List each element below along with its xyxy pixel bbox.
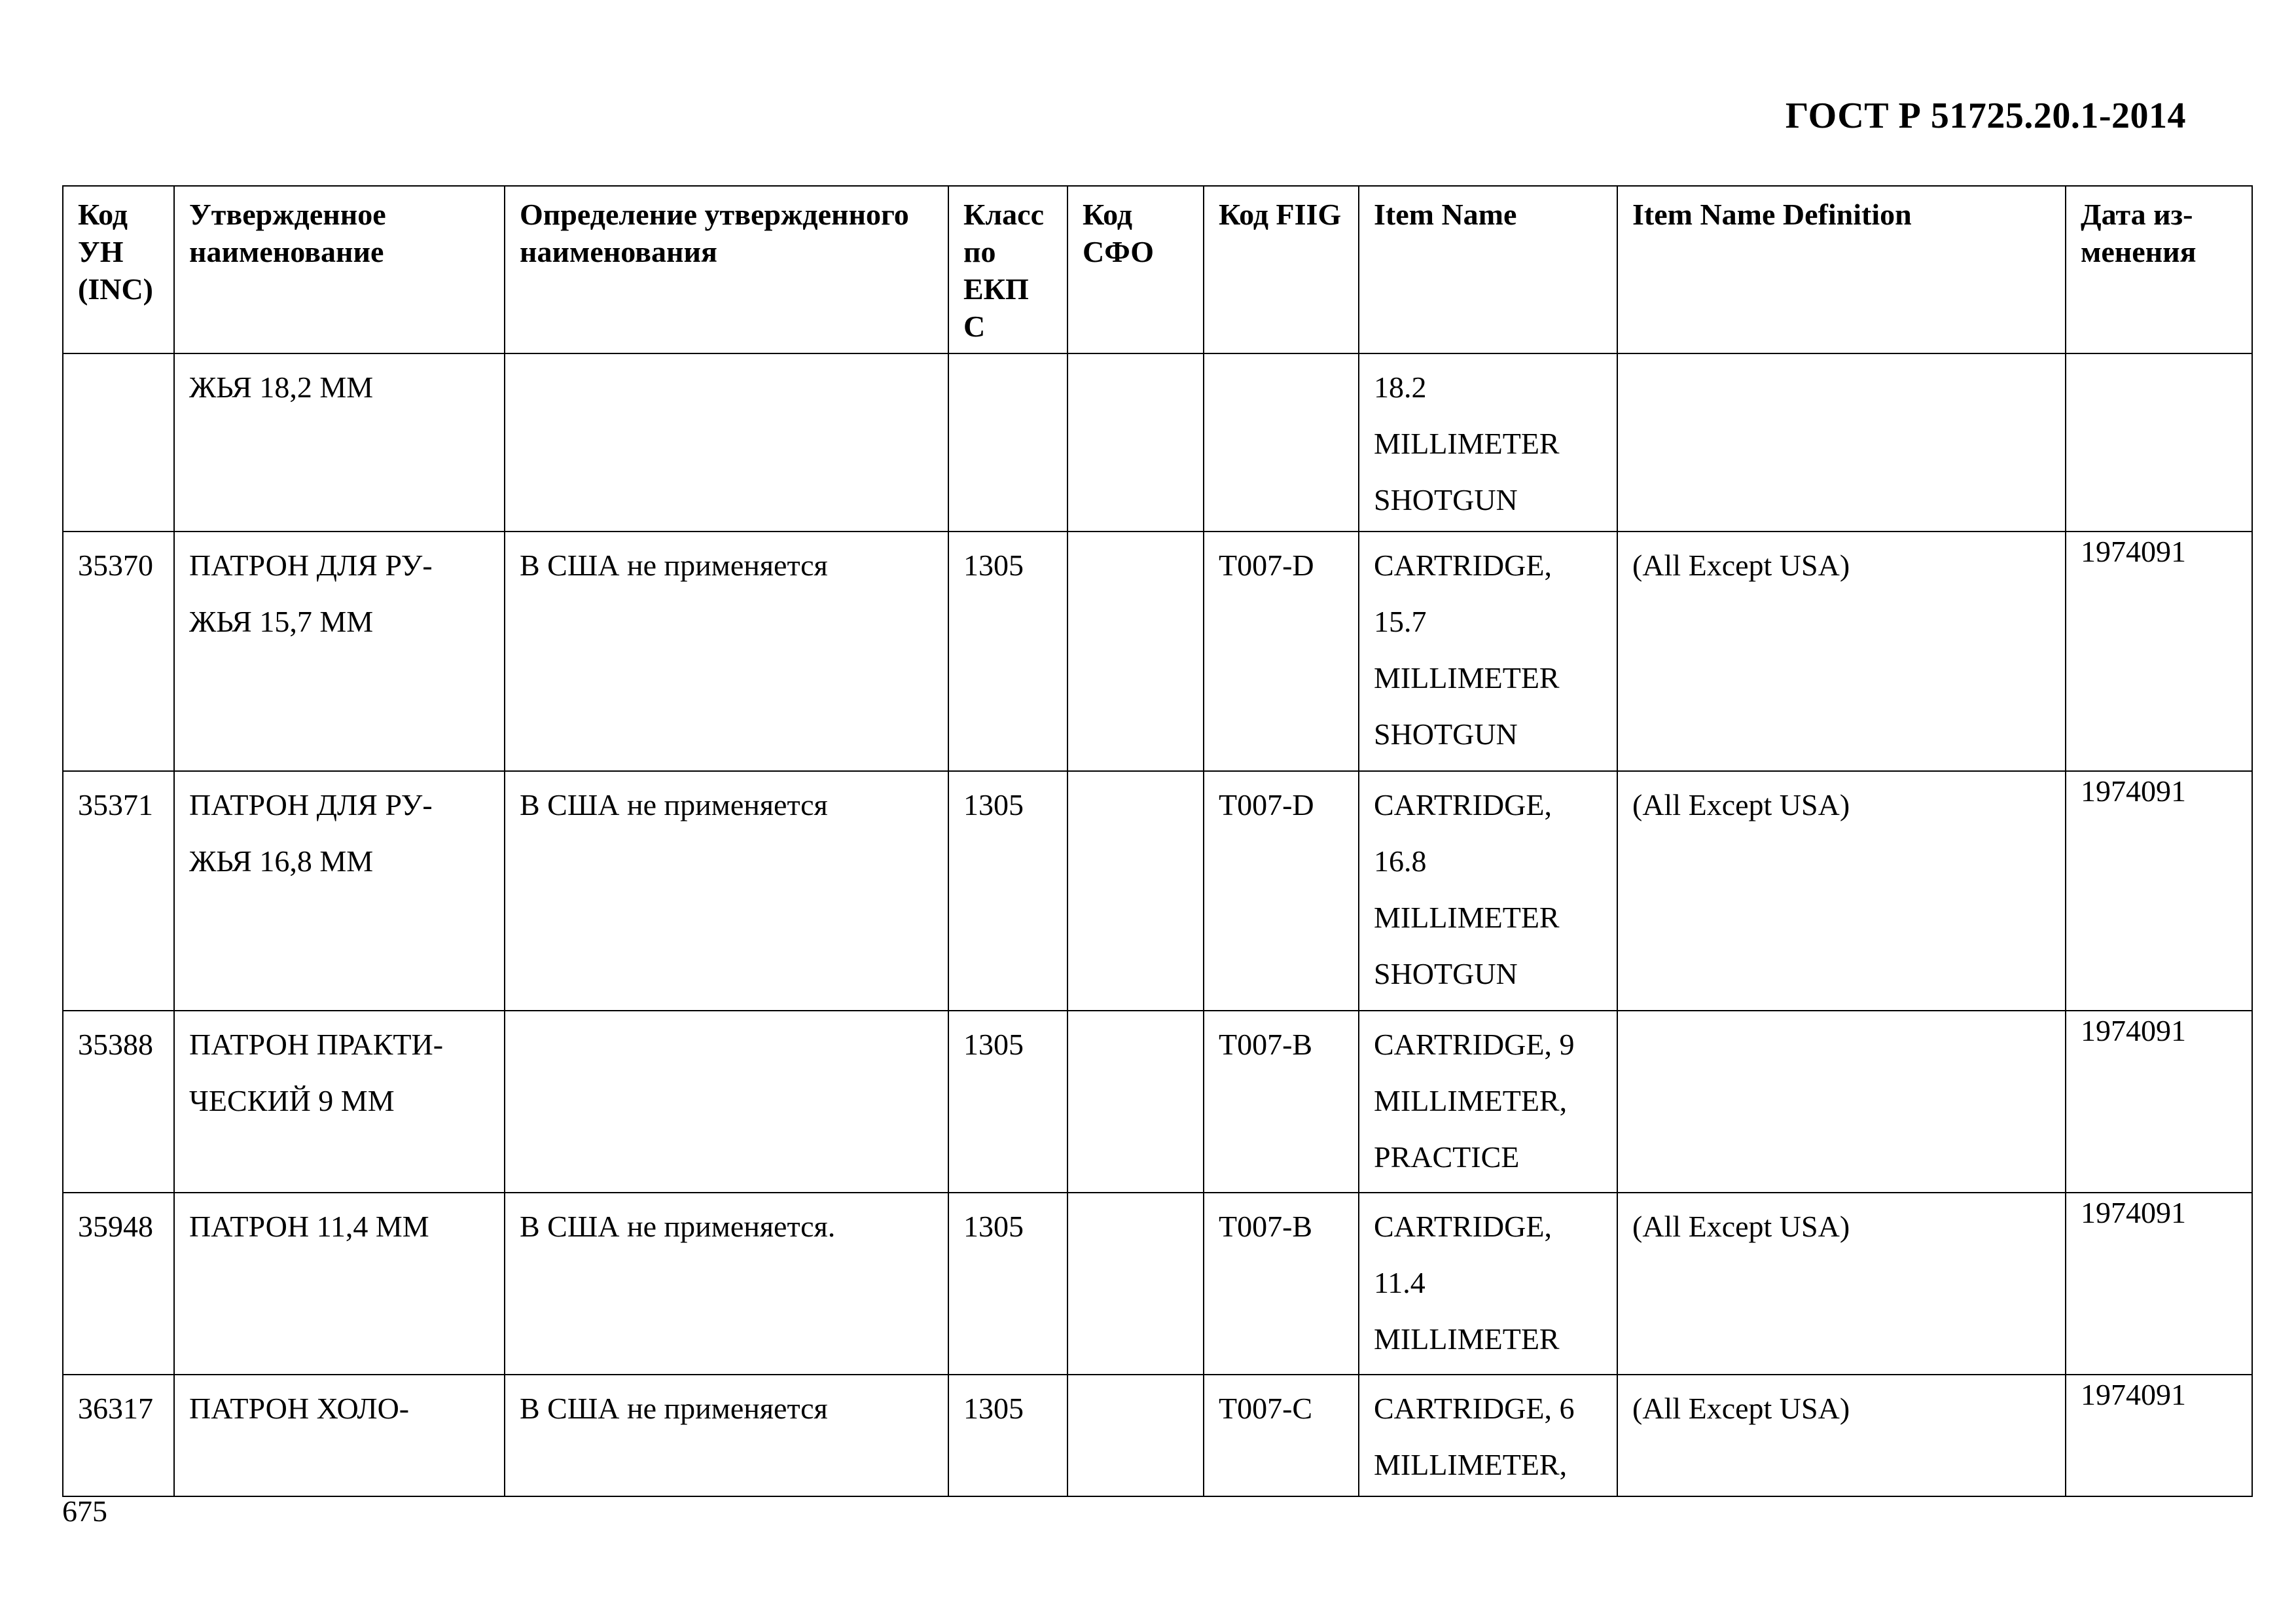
cell-text: ПАТРОН ДЛЯ РУ- ЖЬЯ 15,7 ММ bbox=[189, 549, 433, 638]
column-header-label: Утвержденное наименование bbox=[189, 198, 386, 268]
cell-approved-name bbox=[174, 532, 505, 771]
cell-text: 1974091 bbox=[2081, 1196, 2186, 1229]
cell-fiig-code bbox=[1204, 1193, 1359, 1375]
cell-item-name-definition bbox=[1617, 532, 2066, 771]
cell-item-name-definition bbox=[1617, 353, 2066, 532]
column-header-item-name-definition bbox=[1617, 186, 2066, 353]
cell-fiig-code bbox=[1204, 771, 1359, 1011]
cell-change-date bbox=[2066, 1375, 2252, 1496]
cell-text: CARTRIDGE, 16.8 MILLIMETER SHOTGUN bbox=[1374, 788, 1560, 990]
cell-name-definition bbox=[505, 353, 948, 532]
cell-text: 35388 bbox=[78, 1028, 153, 1061]
cell-text: (All Except USA) bbox=[1632, 1392, 1850, 1425]
column-header-label: Дата из- менения bbox=[2081, 198, 2197, 268]
cell-text: 1305 bbox=[963, 1210, 1024, 1243]
cell-approved-name bbox=[174, 771, 505, 1011]
cell-text: В США не применяется bbox=[520, 1392, 828, 1425]
cell-fiig-code bbox=[1204, 1011, 1359, 1193]
cell-name-definition bbox=[505, 771, 948, 1011]
cell-sfo-code bbox=[1067, 1193, 1204, 1375]
column-header-label: Класс по ЕКП С bbox=[963, 198, 1044, 343]
document-header-title: ГОСТ Р 51725.20.1-2014 bbox=[1785, 96, 2186, 136]
cell-inc-code bbox=[63, 771, 174, 1011]
cell-name-definition bbox=[505, 1011, 948, 1193]
page-number: 675 bbox=[62, 1494, 107, 1528]
column-header-sfo-code bbox=[1067, 186, 1204, 353]
cell-text: (All Except USA) bbox=[1632, 549, 1850, 582]
column-header-ekps-class bbox=[948, 186, 1067, 353]
column-header-label: Код СФО bbox=[1083, 198, 1155, 268]
cell-sfo-code bbox=[1067, 1011, 1204, 1193]
cell-text: ПАТРОН ДЛЯ РУ- ЖЬЯ 16,8 ММ bbox=[189, 788, 433, 878]
cell-sfo-code bbox=[1067, 532, 1204, 771]
cell-change-date bbox=[2066, 1193, 2252, 1375]
cell-item-name bbox=[1359, 1375, 1617, 1496]
column-header-change-date bbox=[2066, 186, 2252, 353]
cell-name-definition bbox=[505, 1193, 948, 1375]
column-header-label: Item Name Definition bbox=[1632, 198, 1912, 231]
cell-item-name bbox=[1359, 1011, 1617, 1193]
cell-approved-name bbox=[174, 353, 505, 532]
cell-fiig-code bbox=[1204, 353, 1359, 532]
column-header-item-name bbox=[1359, 186, 1617, 353]
cell-fiig-code bbox=[1204, 1375, 1359, 1496]
table-row bbox=[63, 1011, 2252, 1193]
cell-text: ПАТРОН ХОЛО- bbox=[189, 1392, 410, 1425]
cell-text: 36317 bbox=[78, 1392, 153, 1425]
cell-inc-code bbox=[63, 353, 174, 532]
cell-ekps-class bbox=[948, 532, 1067, 771]
cell-text: 35370 bbox=[78, 549, 153, 582]
column-header-label: Код УН (INC) bbox=[78, 198, 153, 306]
cell-text: CARTRIDGE, 15.7 MILLIMETER SHOTGUN bbox=[1374, 549, 1560, 751]
cell-text: T007-B bbox=[1219, 1028, 1313, 1061]
cell-text: ЖЬЯ 18,2 ММ bbox=[189, 370, 374, 404]
column-header-name-definition bbox=[505, 186, 948, 353]
cell-change-date bbox=[2066, 353, 2252, 532]
cell-inc-code bbox=[63, 1011, 174, 1193]
column-header-inc-code bbox=[63, 186, 174, 353]
cell-text: 1305 bbox=[963, 1392, 1024, 1425]
table-row bbox=[63, 532, 2252, 771]
cell-change-date bbox=[2066, 771, 2252, 1011]
cell-text: В США не применяется bbox=[520, 788, 828, 821]
cell-text: 35948 bbox=[78, 1210, 153, 1243]
column-header-label: Item Name bbox=[1374, 198, 1517, 231]
cell-name-definition bbox=[505, 532, 948, 771]
cell-item-name-definition bbox=[1617, 1375, 2066, 1496]
cell-item-name-definition bbox=[1617, 1011, 2066, 1193]
table-header-row bbox=[63, 186, 2252, 353]
cell-text: ПАТРОН 11,4 ММ bbox=[189, 1210, 429, 1243]
cell-approved-name bbox=[174, 1193, 505, 1375]
cell-approved-name bbox=[174, 1375, 505, 1496]
cell-text: CARTRIDGE, 11.4 MILLIMETER bbox=[1374, 1210, 1560, 1356]
codes-table bbox=[62, 185, 2253, 1497]
column-header-label: Определение утвержденного наименования bbox=[520, 198, 909, 268]
cell-text: CARTRIDGE, 6 MILLIMETER, bbox=[1374, 1392, 1575, 1481]
cell-ekps-class bbox=[948, 1375, 1067, 1496]
cell-ekps-class bbox=[948, 1011, 1067, 1193]
cell-inc-code bbox=[63, 1193, 174, 1375]
column-header-fiig-code bbox=[1204, 186, 1359, 353]
cell-text: 1305 bbox=[963, 1028, 1024, 1061]
column-header-approved-name bbox=[174, 186, 505, 353]
cell-inc-code bbox=[63, 532, 174, 771]
cell-text: 18.2 MILLIMETER SHOTGUN bbox=[1374, 370, 1560, 516]
cell-item-name-definition bbox=[1617, 771, 2066, 1011]
cell-text: 1974091 bbox=[2081, 535, 2186, 568]
cell-item-name-definition bbox=[1617, 1193, 2066, 1375]
cell-ekps-class bbox=[948, 771, 1067, 1011]
cell-sfo-code bbox=[1067, 353, 1204, 532]
cell-text: 1305 bbox=[963, 788, 1024, 821]
cell-text: 1974091 bbox=[2081, 1378, 2186, 1411]
cell-change-date bbox=[2066, 532, 2252, 771]
cell-text: В США не применяется bbox=[520, 549, 828, 582]
cell-inc-code bbox=[63, 1375, 174, 1496]
cell-ekps-class bbox=[948, 1193, 1067, 1375]
cell-change-date bbox=[2066, 1011, 2252, 1193]
cell-item-name bbox=[1359, 353, 1617, 532]
cell-text: T007-D bbox=[1219, 549, 1314, 582]
cell-sfo-code bbox=[1067, 771, 1204, 1011]
cell-ekps-class bbox=[948, 353, 1067, 532]
table-row bbox=[63, 353, 2252, 532]
cell-text: (All Except USA) bbox=[1632, 1210, 1850, 1243]
cell-text: 1974091 bbox=[2081, 1014, 2186, 1047]
cell-item-name bbox=[1359, 1193, 1617, 1375]
cell-name-definition bbox=[505, 1375, 948, 1496]
cell-text: 1974091 bbox=[2081, 774, 2186, 808]
cell-text: T007-B bbox=[1219, 1210, 1313, 1243]
cell-text: 35371 bbox=[78, 788, 153, 821]
table-row bbox=[63, 1193, 2252, 1375]
cell-text: (All Except USA) bbox=[1632, 788, 1850, 821]
cell-text: ПАТРОН ПРАКТИ- ЧЕСКИЙ 9 ММ bbox=[189, 1028, 444, 1117]
cell-text: В США не применяется. bbox=[520, 1210, 836, 1243]
column-header-label: Код FIIG bbox=[1219, 198, 1342, 231]
table-row bbox=[63, 1375, 2252, 1496]
cell-text: CARTRIDGE, 9 MILLIMETER, PRACTICE bbox=[1374, 1028, 1575, 1174]
cell-approved-name bbox=[174, 1011, 505, 1193]
cell-text: T007-C bbox=[1219, 1392, 1313, 1425]
cell-item-name bbox=[1359, 771, 1617, 1011]
table-row bbox=[63, 771, 2252, 1011]
cell-fiig-code bbox=[1204, 532, 1359, 771]
cell-text: T007-D bbox=[1219, 788, 1314, 821]
cell-sfo-code bbox=[1067, 1375, 1204, 1496]
cell-text: 1305 bbox=[963, 549, 1024, 582]
cell-item-name bbox=[1359, 532, 1617, 771]
